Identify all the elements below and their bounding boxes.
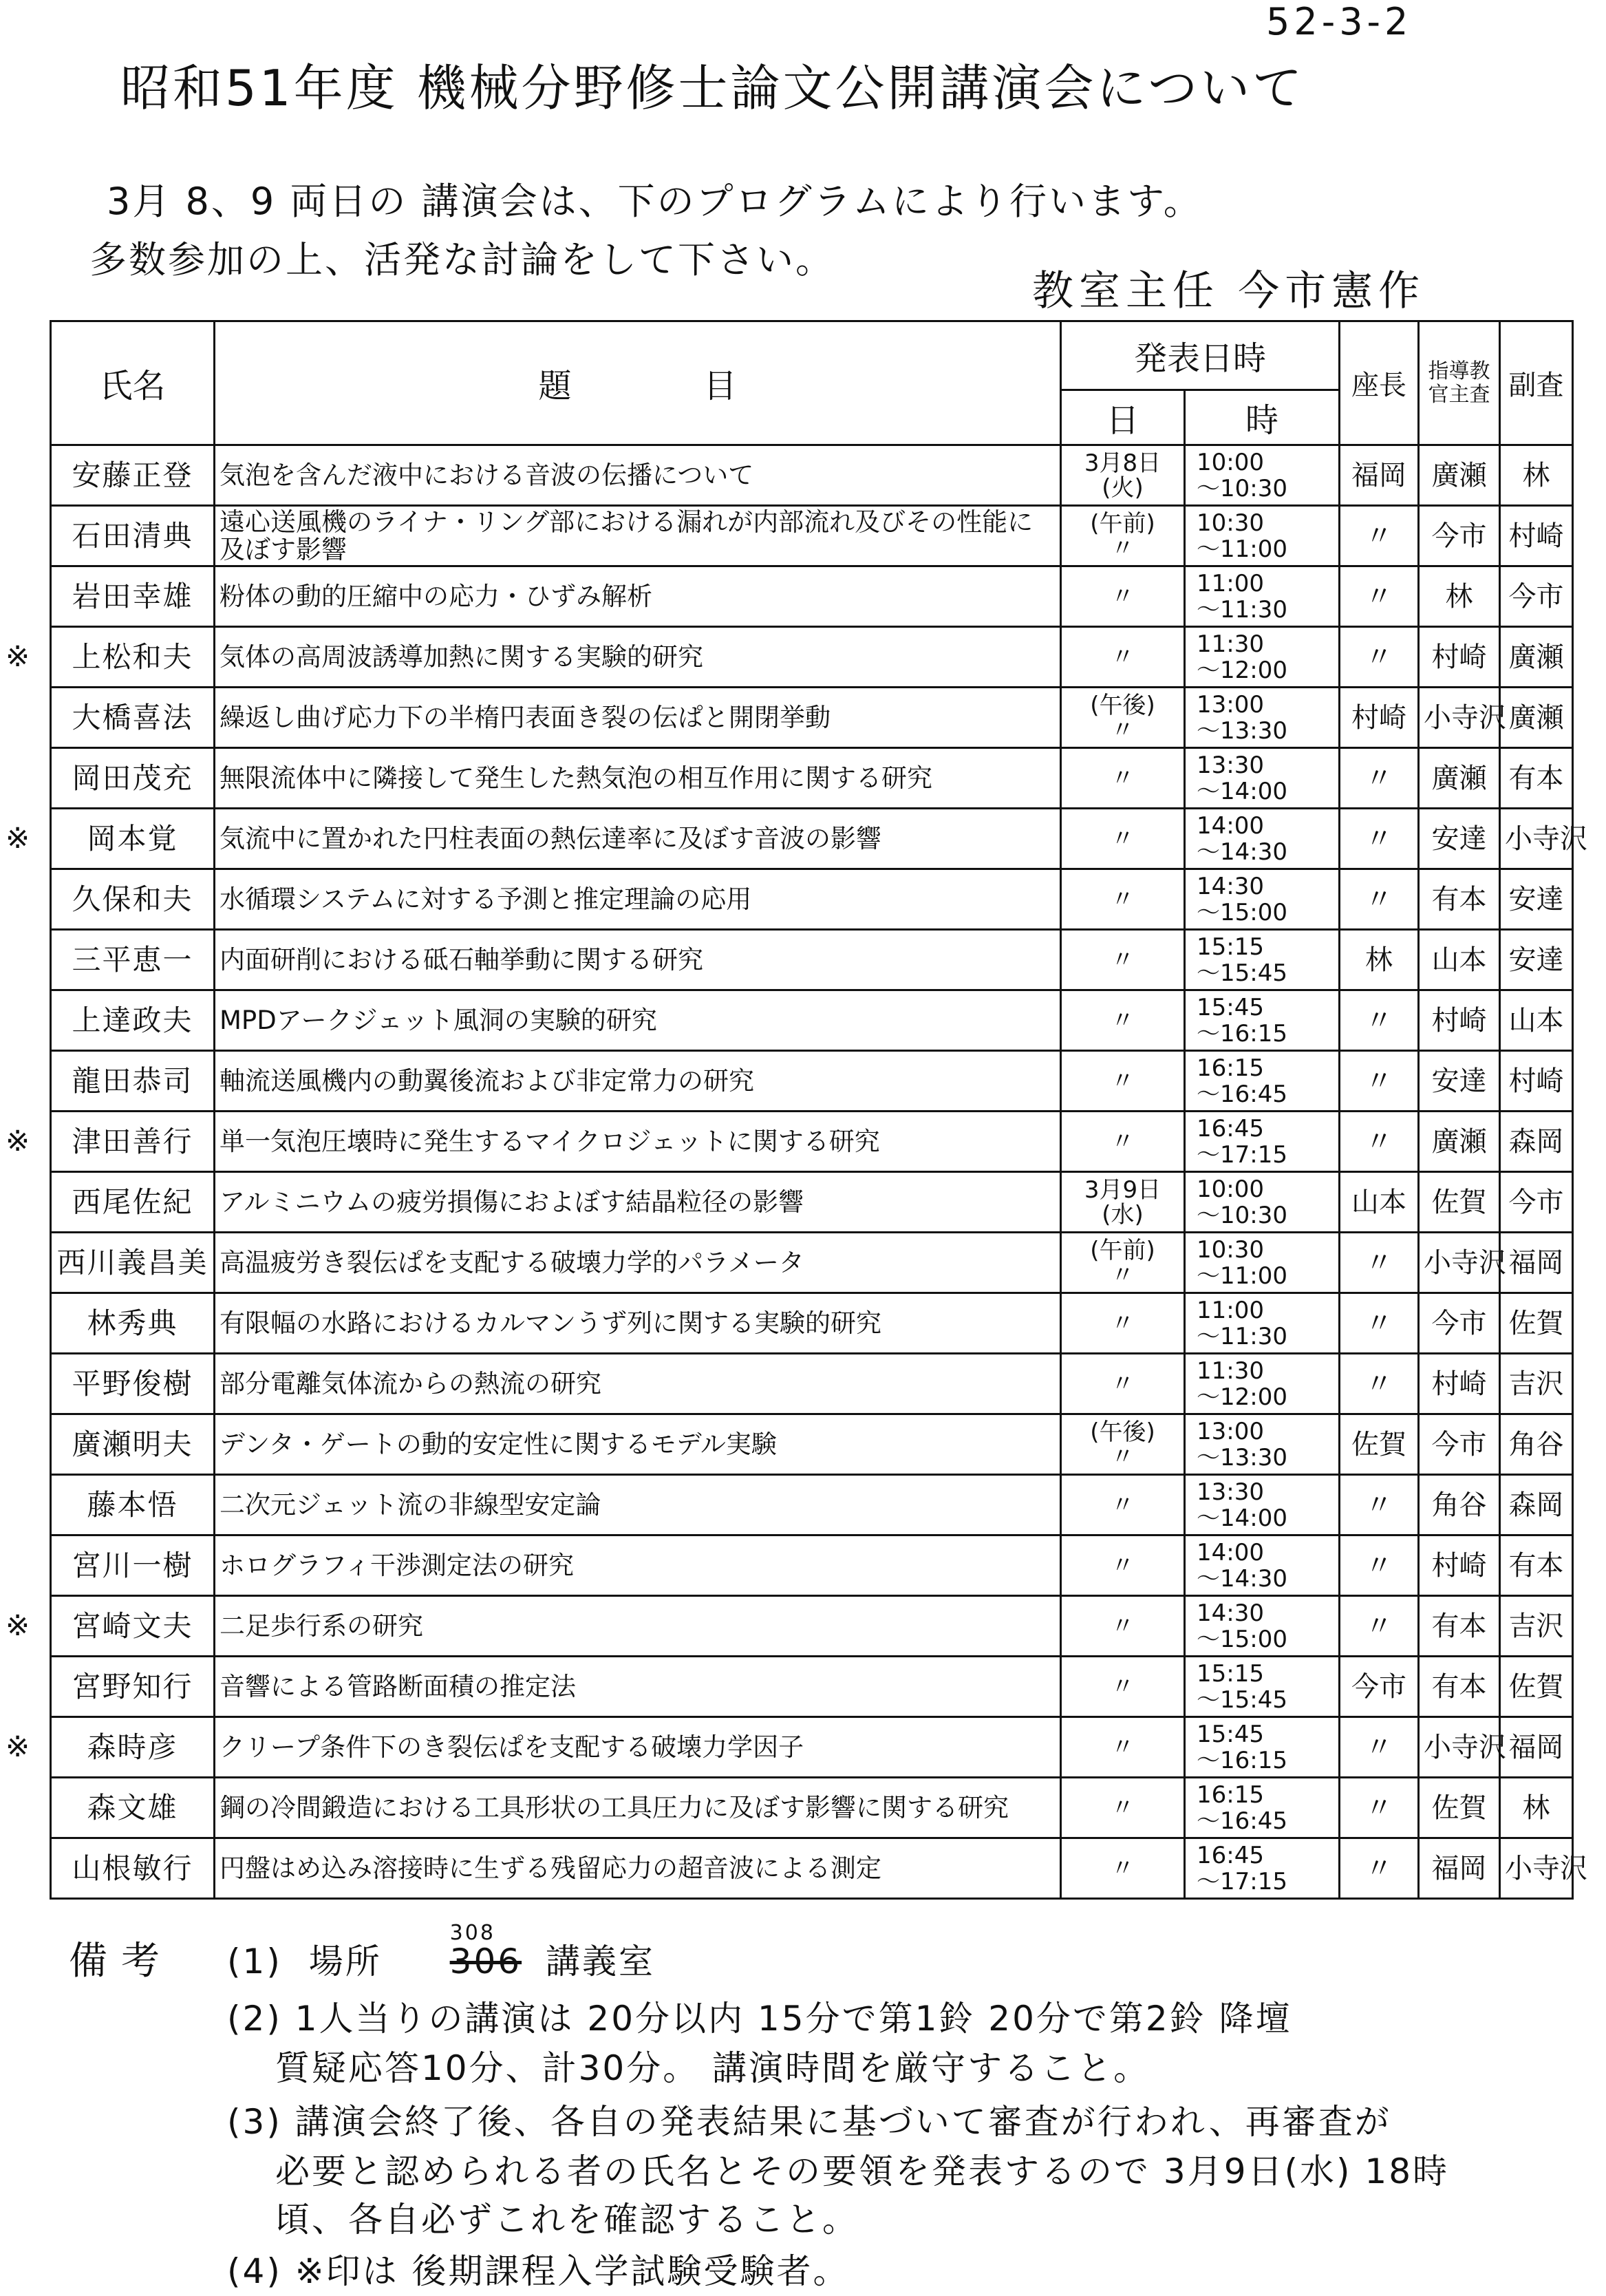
sub-examiner: 吉沢 [1500,1596,1573,1657]
thesis-title: 二足歩行系の研究 [215,1596,1061,1657]
thesis-title: 有限幅の水路におけるカルマンうず列に関する実験的研究 [215,1293,1061,1354]
presentation-time: 15:45 ～16:15 [1185,1717,1340,1778]
main-examiner: 廣瀬 [1419,1112,1500,1172]
thesis-title: 鋼の冷間鍛造における工具形状の工具圧力に及ぼす影響に関する研究 [215,1778,1061,1838]
remark-2-line-1: (2) 1人当りの講演は 20分以内 15分で第1鈴 20分で第2鈴 降壇 [227,1999,1292,2039]
table-row [51,1778,1573,1838]
session-chair: 福岡 [1340,445,1419,506]
intro-line-1: 3月 8、9 両日の 講演会は、下のプログラムにより行います。 [107,180,1203,223]
remark-3-line-1: (3) 講演会終了後、各自の発表結果に基づいて審査が行われ、再審査が [227,2102,1391,2142]
table-row [51,1051,1573,1112]
main-examiner: 村崎 [1419,1354,1500,1414]
presentation-time: 10:00 ～10:30 [1185,1172,1340,1233]
thesis-title: 軸流送風機内の動翼後流および非定常力の研究 [215,1051,1061,1112]
presentation-date: 〃 [1061,1717,1185,1778]
session-chair: 〃 [1340,1233,1419,1293]
thesis-title: 遠心送風機のライナ・リング部における漏れが内部流れ及びその性能に及ぼす影響 [215,506,1061,566]
session-chair: 〃 [1340,1051,1419,1112]
sub-examiner: 廣瀬 [1500,688,1573,748]
main-examiner: 安達 [1419,1051,1500,1112]
main-examiner: 安達 [1419,809,1500,869]
table-row [51,506,1573,566]
schedule-table [50,320,1588,1900]
presentation-date: 〃 [1061,1293,1185,1354]
header-name: 氏名 [51,321,215,445]
presentation-time: 16:45 ～17:15 [1185,1838,1340,1899]
presentation-date: 〃 [1061,627,1185,688]
header-main-examiner: 指導教官主査 [1419,321,1500,445]
presentation-time: 13:30 ～14:00 [1185,1475,1340,1535]
sub-examiner: 村崎 [1500,1051,1573,1112]
main-examiner: 村崎 [1419,990,1500,1051]
session-chair: 〃 [1340,809,1419,869]
presentation-time: 11:00 ～11:30 [1185,566,1340,627]
presenter-name: 安藤正登 [51,445,215,506]
table-row [51,1838,1573,1899]
presentation-time: 16:45 ～17:15 [1185,1112,1340,1172]
sub-examiner: 佐賀 [1500,1293,1573,1354]
sub-examiner: 村崎 [1500,506,1573,566]
presenter-name: 津田善行 [51,1112,215,1172]
thesis-title: 内面研削における砥石軸挙動に関する研究 [215,930,1061,990]
table-row [51,809,1573,869]
session-chair: 〃 [1340,748,1419,809]
main-examiner: 有本 [1419,869,1500,930]
sub-examiner: 安達 [1500,930,1573,990]
presenter-name: 久保和夫 [51,869,215,930]
main-examiner: 今市 [1419,1414,1500,1475]
document-number: 52-3-2 [1266,0,1413,43]
sub-examiner: 安達 [1500,869,1573,930]
session-chair: 佐賀 [1340,1414,1419,1475]
exam-candidate-mark: ※ [6,1608,30,1642]
sub-examiner: 角谷 [1500,1414,1573,1475]
presenter-name: 龍田恭司 [51,1051,215,1112]
presentation-time: 13:00 ～13:30 [1185,688,1340,748]
presentation-date: 〃 [1061,566,1185,627]
presentation-date: 3月9日 (水) [1061,1172,1185,1233]
main-examiner: 山本 [1419,930,1500,990]
presenter-name: 森文雄 [51,1778,215,1838]
header-time: 時 [1185,390,1340,445]
presentation-date: 〃 [1061,748,1185,809]
thesis-title: MPDアークジェット風洞の実験的研究 [215,990,1061,1051]
presentation-date: 〃 [1061,1838,1185,1899]
header-datetime: 発表日時 [1061,321,1340,390]
thesis-title: 繰返し曲げ応力下の半楕円表面き裂の伝ぱと開閉挙動 [215,688,1061,748]
remark-1 [227,1921,655,1984]
session-chair: 村崎 [1340,688,1419,748]
header-chair: 座長 [1340,321,1419,445]
presentation-date: 〃 [1061,990,1185,1051]
schedule-body [51,445,1588,1899]
main-examiner: 今市 [1419,1293,1500,1354]
main-examiner: 小寺沢 [1419,1717,1500,1778]
sub-examiner: 森岡 [1500,1112,1573,1172]
presentation-time: 11:30 ～12:00 [1185,627,1340,688]
remark-3-line-2: 必要と認められる者の氏名とその要領を発表するので 3月9日(水) 18時 [275,2151,1450,2191]
header-title: 題 目 [215,321,1061,445]
presenter-name: 上達政夫 [51,990,215,1051]
remarks-label: 備考 [69,1939,173,1984]
table-row [51,1233,1573,1293]
thesis-title: デンタ・ゲートの動的安定性に関するモデル実験 [215,1414,1061,1475]
presenter-name: 岡田茂充 [51,748,215,809]
presentation-date: 〃 [1061,1535,1185,1596]
main-examiner: 廣瀬 [1419,445,1500,506]
exam-candidate-mark: ※ [6,1123,30,1158]
presentation-date: 〃 [1061,809,1185,869]
table-row [51,1535,1573,1596]
signer: 教室主任 今市憲作 [1032,267,1426,315]
presentation-time: 10:00 ～10:30 [1185,445,1340,506]
table-row [51,990,1573,1051]
table-row [51,1596,1573,1657]
sub-examiner: 廣瀬 [1500,627,1573,688]
presentation-date: 〃 [1061,930,1185,990]
sub-examiner: 今市 [1500,1172,1573,1233]
presenter-name: 大橋喜法 [51,688,215,748]
session-chair: 〃 [1340,1838,1419,1899]
presentation-date: 〃 [1061,1051,1185,1112]
table-row [51,869,1573,930]
presenter-name: 岡本覚 [51,809,215,869]
table-row [51,1293,1573,1354]
thesis-title: 単一気泡圧壊時に発生するマイクロジェットに関する研究 [215,1112,1061,1172]
session-chair: 〃 [1340,1475,1419,1535]
table-row [51,1475,1573,1535]
remark-3-line-3: 頃、各自必ずこれを確認すること。 [275,2200,859,2240]
presenter-name: 宮野知行 [51,1657,215,1717]
presentation-time: 16:15 ～16:45 [1185,1778,1340,1838]
presentation-date: (午前) 〃 [1061,506,1185,566]
presentation-date: (午前) 〃 [1061,1233,1185,1293]
remark-1-label: 場所 [308,1942,382,1981]
table-row [51,1354,1573,1414]
main-examiner: 小寺沢 [1419,1233,1500,1293]
presenter-name: 西尾佐紀 [51,1172,215,1233]
sub-examiner: 林 [1500,445,1573,506]
sub-examiner: 有本 [1500,748,1573,809]
session-chair: 〃 [1340,869,1419,930]
presenter-name: 森時彦 [51,1717,215,1778]
sub-examiner: 山本 [1500,990,1573,1051]
presenter-name: 平野俊樹 [51,1354,215,1414]
remark-4: (4) ※印は 後期課程入学試験受験者。 [227,2251,850,2291]
table-row [51,1657,1573,1717]
table-row [51,1172,1573,1233]
presenter-name: 山根敏行 [51,1838,215,1899]
main-examiner: 有本 [1419,1657,1500,1717]
header-day: 日 [1061,390,1185,445]
session-chair: 〃 [1340,1596,1419,1657]
session-chair: 今市 [1340,1657,1419,1717]
presenter-name: 林秀典 [51,1293,215,1354]
session-chair: 林 [1340,930,1419,990]
header-sub-examiner: 副査 [1500,321,1573,445]
thesis-title: 気泡を含んだ液中における音波の伝播について [215,445,1061,506]
exam-candidate-mark: ※ [6,820,30,855]
presentation-date: 〃 [1061,1112,1185,1172]
table-row [51,688,1573,748]
sub-examiner: 佐賀 [1500,1657,1573,1717]
presentation-time: 10:30 ～11:00 [1185,506,1340,566]
session-chair: 〃 [1340,1354,1419,1414]
thesis-title: 音響による管路断面積の推定法 [215,1657,1061,1717]
main-examiner: 林 [1419,566,1500,627]
page-title: 昭和51年度 機械分野修士論文公開講演会について [120,59,1305,117]
presentation-date: 〃 [1061,1778,1185,1838]
table-row [51,445,1573,506]
presentation-time: 15:15 ～15:45 [1185,930,1340,990]
table-row [51,1717,1573,1778]
thesis-title: 部分電離気体流からの熱流の研究 [215,1354,1061,1414]
session-chair: 山本 [1340,1172,1419,1233]
table-row [51,930,1573,990]
presentation-time: 13:30 ～14:00 [1185,748,1340,809]
room-number-new: 308 [449,1921,495,1945]
sub-examiner: 福岡 [1500,1233,1573,1293]
thesis-title: 粉体の動的圧縮中の応力・ひずみ解析 [215,566,1061,627]
room-text: 講義室 [545,1942,655,1981]
remark-1-number: (1) [227,1942,282,1981]
main-examiner: 小寺沢 [1419,688,1500,748]
presentation-time: 14:00 ～14:30 [1185,809,1340,869]
main-examiner: 村崎 [1419,627,1500,688]
presenter-name: 石田清典 [51,506,215,566]
presenter-name: 宮崎文夫 [51,1596,215,1657]
presenter-name: 三平恵一 [51,930,215,990]
session-chair: 〃 [1340,1535,1419,1596]
sub-examiner: 林 [1500,1778,1573,1838]
presentation-time: 11:30 ～12:00 [1185,1354,1340,1414]
main-examiner: 佐賀 [1419,1172,1500,1233]
thesis-title: クリープ条件下のき裂伝ぱを支配する破壊力学因子 [215,1717,1061,1778]
thesis-title: 気体の高周波誘導加熱に関する実験的研究 [215,627,1061,688]
session-chair: 〃 [1340,627,1419,688]
thesis-title: ホログラフィ干渉測定法の研究 [215,1535,1061,1596]
session-chair: 〃 [1340,1293,1419,1354]
session-chair: 〃 [1340,1778,1419,1838]
session-chair: 〃 [1340,506,1419,566]
sub-examiner: 森岡 [1500,1475,1573,1535]
thesis-title: アルミニウムの疲労損傷におよぼす結晶粒径の影響 [215,1172,1061,1233]
presentation-time: 13:00 ～13:30 [1185,1414,1340,1475]
sub-examiner: 小寺沢 [1500,1838,1573,1899]
session-chair: 〃 [1340,1717,1419,1778]
presentation-time: 11:00 ～11:30 [1185,1293,1340,1354]
presenter-name: 上松和夫 [51,627,215,688]
main-examiner: 今市 [1419,506,1500,566]
sub-examiner: 福岡 [1500,1717,1573,1778]
main-examiner: 福岡 [1419,1838,1500,1899]
thesis-title: 高温疲労き裂伝ぱを支配する破壊力学的パラメータ [215,1233,1061,1293]
thesis-title: 無限流体中に隣接して発生した熱気泡の相互作用に関する研究 [215,748,1061,809]
main-examiner: 村崎 [1419,1535,1500,1596]
sub-examiner: 今市 [1500,566,1573,627]
sub-examiner: 有本 [1500,1535,1573,1596]
presentation-date: 〃 [1061,869,1185,930]
sub-examiner: 小寺沢 [1500,809,1573,869]
presentation-time: 15:45 ～16:15 [1185,990,1340,1051]
thesis-title: 円盤はめ込み溶接時に生ずる残留応力の超音波による測定 [215,1838,1061,1899]
presentation-time: 10:30 ～11:00 [1185,1233,1340,1293]
presenter-name: 西川義昌美 [51,1233,215,1293]
intro-line-2: 多数参加の上、活発な討論をして下さい。 [89,238,835,281]
presentation-date: (午後) 〃 [1061,1414,1185,1475]
presentation-time: 16:15 ～16:45 [1185,1051,1340,1112]
room-number-old: 306 [449,1942,522,1981]
presentation-date: 〃 [1061,1475,1185,1535]
table-row [51,1414,1573,1475]
main-examiner: 廣瀬 [1419,748,1500,809]
table-row [51,1112,1573,1172]
presenter-name: 宮川一樹 [51,1535,215,1596]
thesis-title: 二次元ジェット流の非線型安定論 [215,1475,1061,1535]
presentation-date: (午後) 〃 [1061,688,1185,748]
presenter-name: 岩田幸雄 [51,566,215,627]
table-row [51,627,1573,688]
thesis-title: 水循環システムに対する予測と推定理論の応用 [215,869,1061,930]
thesis-title: 気流中に置かれた円柱表面の熱伝達率に及ぼす音波の影響 [215,809,1061,869]
presenter-name: 廣瀬明夫 [51,1414,215,1475]
table-row [51,566,1573,627]
session-chair: 〃 [1340,566,1419,627]
presentation-time: 14:30 ～15:00 [1185,1596,1340,1657]
exam-candidate-mark: ※ [6,1729,30,1763]
main-examiner: 有本 [1419,1596,1500,1657]
presentation-time: 15:15 ～15:45 [1185,1657,1340,1717]
table-row [51,748,1573,809]
main-examiner: 角谷 [1419,1475,1500,1535]
session-chair: 〃 [1340,990,1419,1051]
presenter-name: 藤本悟 [51,1475,215,1535]
presentation-date: 〃 [1061,1657,1185,1717]
remark-2-line-2: 質疑応答10分、計30分。 講演時間を厳守すること。 [275,2048,1150,2088]
main-examiner: 佐賀 [1419,1778,1500,1838]
presentation-time: 14:30 ～15:00 [1185,869,1340,930]
presentation-time: 14:00 ～14:30 [1185,1535,1340,1596]
presentation-date: 〃 [1061,1596,1185,1657]
exam-candidate-mark: ※ [6,639,30,673]
sub-examiner: 吉沢 [1500,1354,1573,1414]
presentation-date: 3月8日 (火) [1061,445,1185,506]
session-chair: 〃 [1340,1112,1419,1172]
presentation-date: 〃 [1061,1354,1185,1414]
